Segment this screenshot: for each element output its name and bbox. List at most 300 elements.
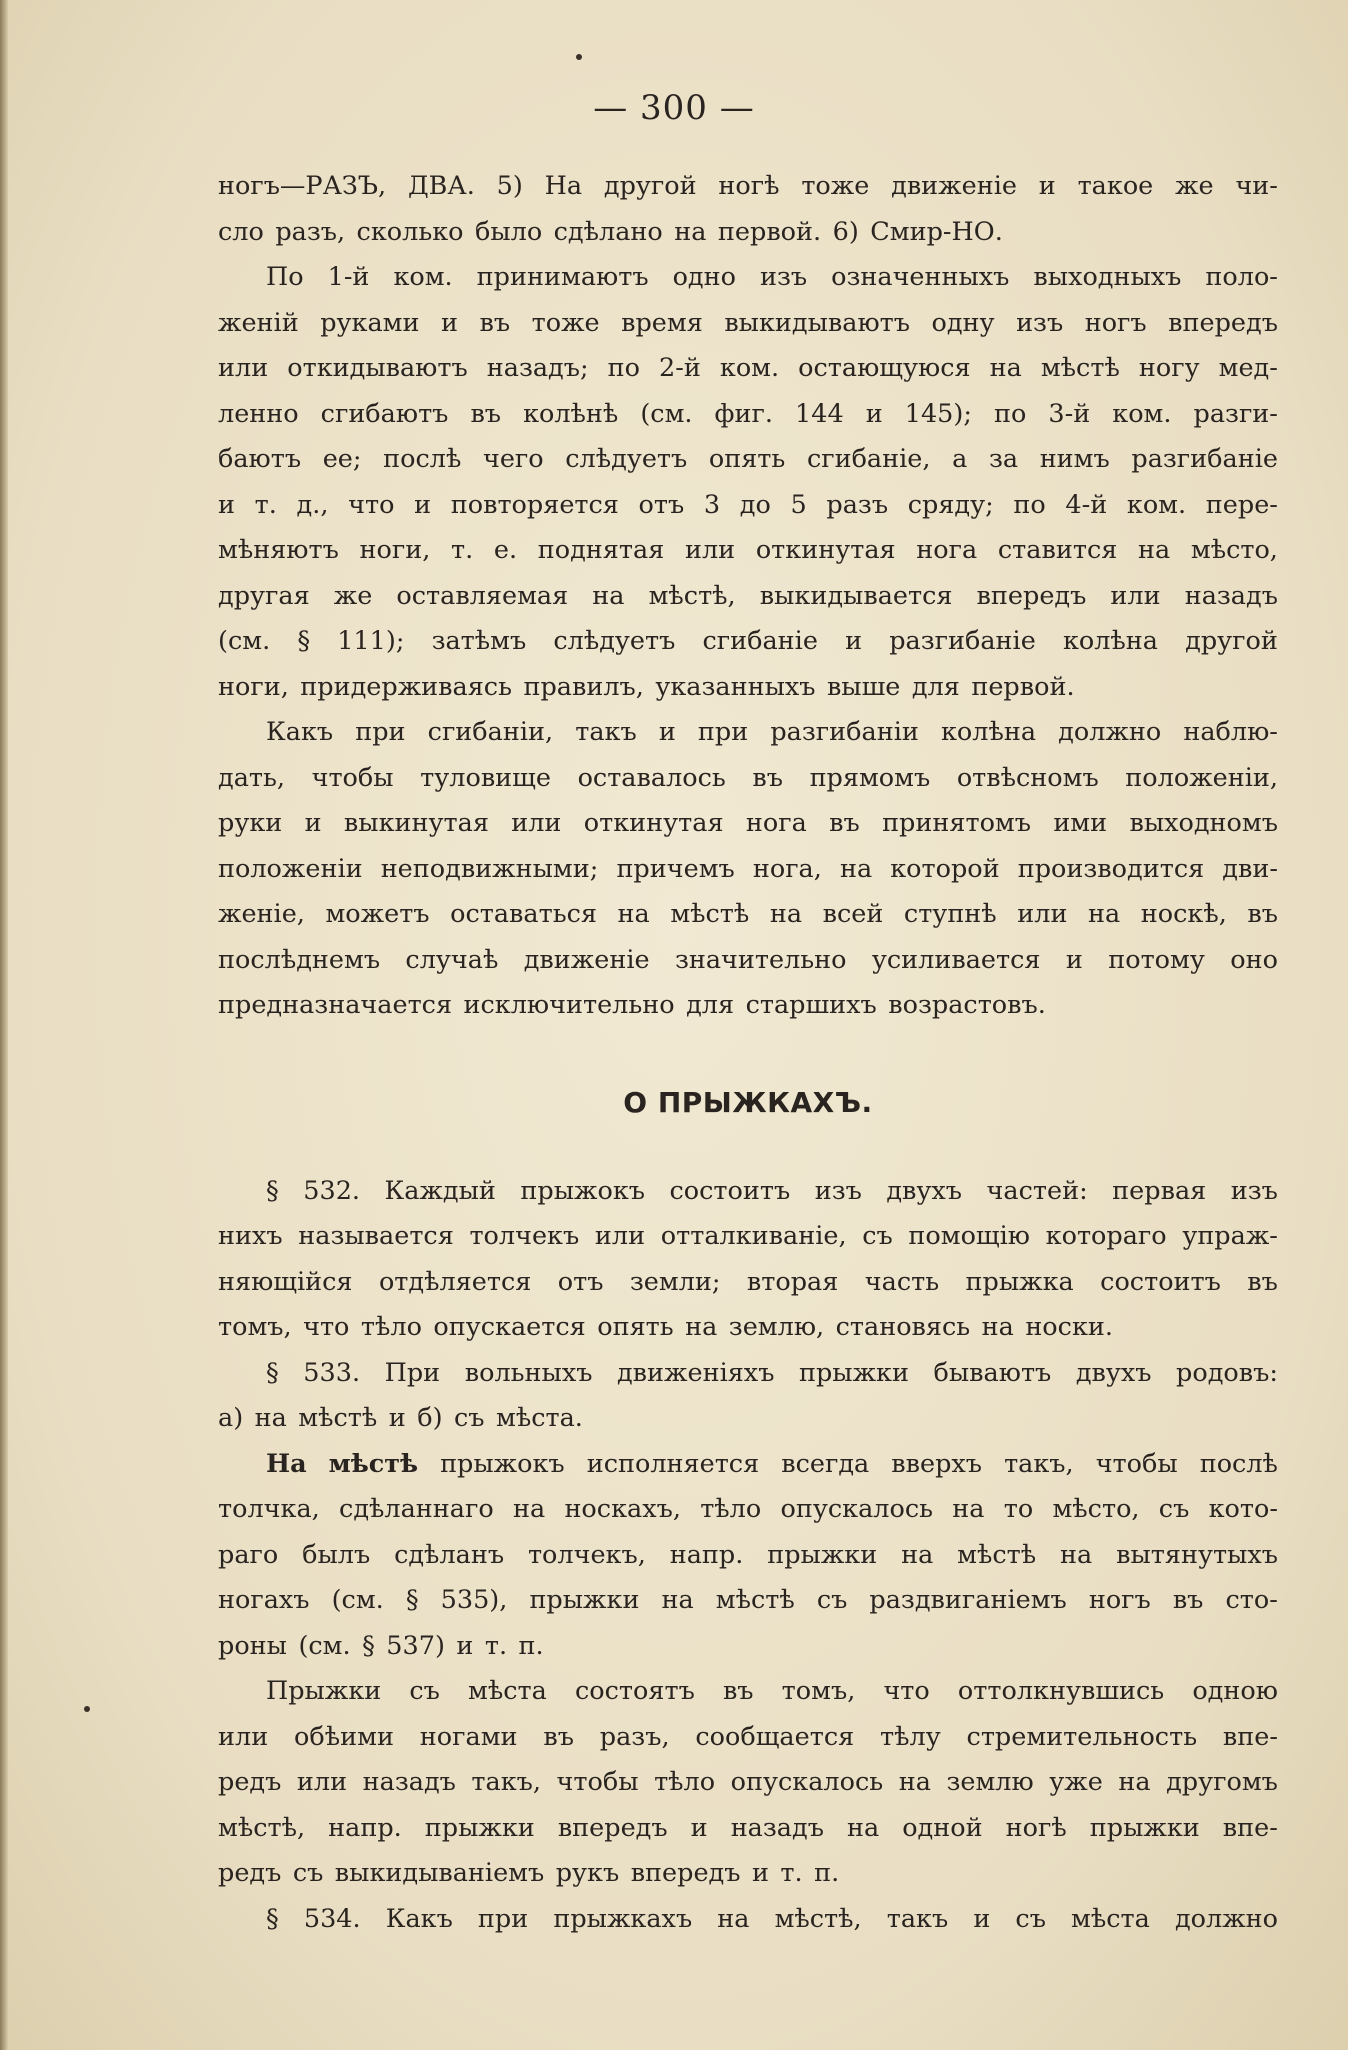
word: толчекъ, bbox=[527, 1539, 646, 1570]
word: руки bbox=[218, 808, 283, 838]
word: нога bbox=[745, 808, 807, 838]
word: оставаться bbox=[450, 899, 597, 929]
word: съ bbox=[454, 1403, 485, 1433]
word: мѣстѣ bbox=[328, 1448, 419, 1479]
word: на bbox=[769, 899, 803, 929]
word: отвѣсномъ bbox=[956, 762, 1099, 793]
word: мѣсто, bbox=[1052, 1494, 1140, 1524]
word: ком. bbox=[1112, 398, 1172, 429]
text-line bbox=[218, 483, 1278, 529]
word: что bbox=[348, 489, 395, 520]
word: въ bbox=[752, 762, 783, 793]
word: а) bbox=[218, 1403, 244, 1433]
word: рукъ bbox=[555, 1858, 620, 1888]
word: послѣ bbox=[383, 444, 462, 474]
word: или bbox=[1017, 899, 1068, 929]
word: ими bbox=[1053, 808, 1108, 838]
word: и bbox=[865, 398, 883, 429]
word: движеніе bbox=[891, 171, 1017, 201]
word: прыжокъ bbox=[440, 1448, 565, 1479]
text-line bbox=[218, 1806, 1278, 1852]
text-line bbox=[218, 301, 1278, 347]
word: часть bbox=[864, 1266, 940, 1297]
word: на bbox=[717, 1903, 750, 1934]
word: прыжкахъ bbox=[553, 1903, 693, 1934]
word: должно bbox=[1174, 1903, 1278, 1934]
word: на bbox=[685, 1312, 718, 1342]
word: отъ bbox=[557, 1266, 604, 1297]
word: и bbox=[751, 1858, 769, 1888]
word: сто- bbox=[1225, 1585, 1278, 1615]
word: помощію bbox=[908, 1221, 1030, 1251]
word: на bbox=[1088, 899, 1121, 929]
word: впе- bbox=[1222, 1721, 1278, 1752]
word: повторяется bbox=[450, 489, 619, 520]
word: оно bbox=[1230, 944, 1278, 975]
word: откинутая bbox=[583, 808, 724, 838]
word: на bbox=[1118, 1767, 1151, 1797]
word: значительно bbox=[674, 944, 847, 975]
word: отталкиваніе, bbox=[660, 1221, 847, 1251]
word: состоятъ bbox=[575, 1676, 695, 1706]
word: придерживаясь bbox=[300, 671, 512, 702]
word: отдѣляется bbox=[378, 1266, 532, 1297]
text-line bbox=[218, 1260, 1278, 1306]
word: поднятая bbox=[537, 535, 665, 565]
word: § bbox=[266, 1903, 279, 1934]
word: § bbox=[362, 1630, 375, 1661]
word: колѣнѣ bbox=[523, 398, 619, 429]
word: носкѣ, bbox=[1140, 899, 1227, 929]
word: а bbox=[952, 444, 968, 474]
word: ногъ bbox=[1084, 307, 1147, 338]
word: ступнѣ bbox=[903, 899, 997, 929]
word: колѣна bbox=[940, 717, 1037, 747]
word: на bbox=[846, 1812, 880, 1843]
word: или bbox=[1110, 580, 1161, 611]
word: выходномъ bbox=[1129, 808, 1278, 838]
text-line bbox=[218, 938, 1278, 984]
word: ком. bbox=[393, 262, 453, 292]
word: прыжки bbox=[424, 1812, 535, 1843]
word: отъ bbox=[638, 489, 685, 520]
word: опускалось bbox=[730, 1767, 884, 1797]
ink-speck bbox=[576, 54, 582, 60]
word: (см. bbox=[218, 626, 271, 656]
word: или bbox=[218, 353, 269, 383]
word: мѣстѣ bbox=[715, 1585, 795, 1615]
word: 5 bbox=[790, 489, 807, 520]
word: другой bbox=[603, 171, 697, 201]
word: такъ bbox=[886, 1903, 949, 1934]
word: на bbox=[989, 353, 1022, 383]
word: съ bbox=[292, 1858, 324, 1888]
word: Прыжки bbox=[266, 1676, 382, 1706]
word: Смир-НО. bbox=[870, 216, 1003, 247]
word: послѣ bbox=[1199, 1448, 1278, 1479]
text-line bbox=[218, 1760, 1278, 1806]
text-line bbox=[218, 1851, 1278, 1897]
word: т. bbox=[780, 1858, 803, 1888]
word: ленно bbox=[218, 398, 299, 429]
word: 537) bbox=[386, 1630, 445, 1661]
word: кото- bbox=[1208, 1494, 1278, 1524]
word: сгибаніе, bbox=[806, 444, 931, 474]
word: руками bbox=[320, 307, 420, 338]
word: на bbox=[901, 1539, 934, 1570]
word: выкинутая bbox=[343, 808, 489, 838]
word: за bbox=[988, 444, 1019, 474]
word: носки. bbox=[1025, 1312, 1113, 1342]
word: съ bbox=[409, 1676, 440, 1706]
text-line bbox=[218, 164, 1278, 210]
word: съ bbox=[1158, 1494, 1190, 1524]
word: упраж- bbox=[1182, 1221, 1278, 1251]
word: бываютъ bbox=[933, 1357, 1052, 1388]
word: д., bbox=[296, 489, 329, 520]
word: въ bbox=[722, 1676, 754, 1706]
word: въ bbox=[1172, 1585, 1204, 1615]
word: сряду; bbox=[907, 489, 994, 520]
word: впередъ bbox=[630, 1858, 741, 1888]
word: чтобы bbox=[556, 1767, 639, 1797]
word: мѣстѣ bbox=[298, 1403, 378, 1433]
word: нога, bbox=[752, 853, 822, 884]
word: впередъ bbox=[1168, 307, 1278, 338]
word: ногами bbox=[419, 1721, 518, 1752]
text-line bbox=[218, 665, 1278, 711]
word: правилъ, bbox=[523, 671, 644, 702]
word: Какъ bbox=[266, 717, 334, 747]
word: § bbox=[297, 626, 311, 656]
word: изъ bbox=[759, 262, 808, 292]
word: 535), bbox=[440, 1585, 508, 1615]
word: движеніяхъ bbox=[616, 1357, 775, 1388]
word: § bbox=[405, 1585, 419, 1615]
word: е. bbox=[493, 535, 518, 565]
word: По bbox=[266, 262, 304, 292]
word: прыжки bbox=[529, 1585, 640, 1615]
word: тѣлу bbox=[880, 1721, 941, 1752]
word: съ bbox=[1015, 1903, 1046, 1934]
word: женій bbox=[218, 307, 299, 338]
word: назадъ bbox=[730, 1812, 824, 1843]
word: п. bbox=[814, 1858, 840, 1888]
text-line bbox=[218, 710, 1278, 756]
word: откинутая bbox=[755, 535, 896, 565]
word: ногу bbox=[1138, 353, 1200, 383]
word: 3-й bbox=[1048, 398, 1091, 429]
word: Каждый bbox=[384, 1175, 496, 1206]
text-line bbox=[218, 1897, 1278, 1943]
word: ноги, bbox=[218, 671, 289, 702]
word: котораго bbox=[1045, 1221, 1167, 1251]
word: опять bbox=[597, 1312, 674, 1342]
word: сгибаніе bbox=[702, 626, 818, 656]
section-heading: О ПРЫЖКАХЪ. bbox=[623, 1085, 873, 1119]
word: время bbox=[621, 307, 703, 338]
word: раздвиганіемъ bbox=[869, 1585, 1067, 1615]
word: сло bbox=[218, 216, 264, 247]
word: нимъ bbox=[1039, 444, 1110, 474]
word: положеніи, bbox=[1125, 762, 1278, 793]
word: оставалось bbox=[577, 762, 726, 793]
word: носкахъ, bbox=[564, 1494, 681, 1524]
word: изъ bbox=[1016, 307, 1064, 338]
word: частей: bbox=[986, 1175, 1088, 1206]
word: или bbox=[594, 1221, 646, 1251]
word: тѣло bbox=[654, 1767, 716, 1797]
word: прыжки bbox=[767, 1539, 878, 1570]
word: движеніе bbox=[523, 944, 650, 975]
word: разги- bbox=[1193, 398, 1278, 429]
text-line bbox=[218, 847, 1278, 893]
word: прыжка bbox=[965, 1266, 1074, 1297]
word: 145); bbox=[904, 398, 972, 429]
word: чего bbox=[482, 444, 544, 474]
word: мѣстѣ, bbox=[648, 580, 736, 611]
word: мѣстѣ bbox=[670, 899, 750, 929]
word: томъ, bbox=[781, 1676, 856, 1706]
word: редъ bbox=[218, 1767, 282, 1797]
word: опять bbox=[708, 444, 786, 474]
word: землю, bbox=[728, 1312, 825, 1342]
word: уже bbox=[1049, 1767, 1103, 1797]
word: на bbox=[952, 1494, 985, 1524]
word: назадъ; bbox=[486, 353, 589, 383]
text-line bbox=[218, 255, 1278, 301]
word: можетъ bbox=[325, 899, 430, 929]
text-block-bottom bbox=[218, 1169, 1278, 1943]
text-line bbox=[218, 1305, 1278, 1351]
word: сгибаніи, bbox=[427, 717, 554, 747]
word: одно bbox=[672, 262, 736, 292]
word: мед- bbox=[1218, 353, 1278, 383]
word: причемъ bbox=[616, 853, 735, 884]
text-line bbox=[218, 1214, 1278, 1260]
word: въ bbox=[470, 398, 502, 429]
word: чтобы bbox=[311, 762, 394, 793]
text-line bbox=[218, 574, 1278, 620]
word: мѣста bbox=[1071, 1903, 1150, 1934]
word: чтобы bbox=[1095, 1448, 1178, 1479]
word: на bbox=[674, 216, 707, 247]
text-line bbox=[218, 1442, 1278, 1488]
word: на bbox=[592, 580, 625, 611]
word: тѣло bbox=[700, 1494, 762, 1524]
word: мѣняютъ bbox=[218, 535, 339, 565]
word: возрастовъ. bbox=[888, 990, 1046, 1020]
word: т. bbox=[484, 1630, 508, 1661]
word: На bbox=[266, 1448, 307, 1479]
text-line bbox=[218, 528, 1278, 574]
word: для bbox=[686, 990, 735, 1020]
word: т. bbox=[450, 535, 474, 565]
word: ногѣ bbox=[718, 171, 780, 201]
word: 5) bbox=[496, 171, 523, 201]
word: ногѣ bbox=[1005, 1812, 1067, 1843]
word: 533. bbox=[303, 1357, 361, 1388]
word: и bbox=[456, 1630, 474, 1661]
word: земли; bbox=[629, 1266, 721, 1297]
word: должно bbox=[1058, 717, 1162, 747]
word: ногъ—РАЗЪ, bbox=[218, 171, 387, 201]
word: 111); bbox=[337, 626, 405, 656]
word: и bbox=[1065, 944, 1083, 975]
word: (см. bbox=[640, 398, 693, 429]
word: впередъ bbox=[976, 580, 1087, 611]
page-edge bbox=[0, 0, 8, 2050]
word: разгибаніи bbox=[770, 717, 919, 747]
word: неподвижными; bbox=[380, 853, 599, 884]
word: съ bbox=[816, 1585, 848, 1615]
word: разгибаніе bbox=[889, 626, 1036, 656]
word: землю bbox=[946, 1767, 1034, 1797]
text-line bbox=[218, 801, 1278, 847]
word: 532. bbox=[303, 1175, 361, 1206]
word: на bbox=[254, 1403, 287, 1433]
word: т. bbox=[254, 489, 277, 520]
word: такъ, bbox=[1004, 1448, 1074, 1479]
word: ставится bbox=[997, 535, 1118, 565]
word: чи- bbox=[1235, 171, 1278, 201]
word: въ bbox=[1247, 899, 1278, 929]
word: и bbox=[845, 626, 863, 656]
word: При bbox=[384, 1357, 441, 1388]
word: двухъ bbox=[1075, 1357, 1152, 1388]
word: становясь bbox=[835, 1312, 971, 1342]
word: 1-й bbox=[327, 262, 370, 292]
word: выкидываютъ bbox=[724, 307, 910, 338]
word: роны bbox=[218, 1630, 287, 1661]
word: же bbox=[333, 580, 373, 611]
word: и bbox=[304, 808, 322, 838]
word: на bbox=[1060, 1539, 1093, 1570]
word: женіе, bbox=[218, 899, 305, 929]
word: ком. bbox=[719, 353, 780, 383]
word: выходныхъ bbox=[1033, 262, 1182, 292]
word: назадъ bbox=[1184, 580, 1278, 611]
text-line bbox=[218, 392, 1278, 438]
word: мѣста. bbox=[495, 1403, 583, 1433]
word: двухъ bbox=[886, 1175, 963, 1206]
word: на bbox=[512, 1494, 546, 1524]
word: по bbox=[607, 353, 640, 383]
word: или bbox=[684, 535, 736, 565]
text-line bbox=[218, 210, 1278, 256]
word: и bbox=[388, 1403, 406, 1433]
word: усиливается bbox=[871, 944, 1041, 975]
text-line bbox=[218, 1715, 1278, 1761]
text-line bbox=[218, 1396, 1278, 1442]
word: было bbox=[474, 216, 543, 247]
text-line bbox=[218, 346, 1278, 392]
word: или bbox=[511, 808, 562, 838]
word: 2-й bbox=[659, 353, 701, 383]
word: выше bbox=[826, 671, 901, 702]
word: разъ bbox=[826, 489, 889, 520]
word: 534. bbox=[303, 1903, 361, 1934]
word: всегда bbox=[781, 1448, 870, 1479]
word: всей bbox=[822, 899, 884, 929]
word: сдѣланъ bbox=[394, 1539, 505, 1570]
text-line bbox=[218, 1351, 1278, 1397]
word: колѣна bbox=[1062, 626, 1159, 656]
text-line bbox=[218, 619, 1278, 665]
word: означенныхъ bbox=[831, 262, 1010, 292]
word: родовъ: bbox=[1176, 1357, 1278, 1388]
word: мѣстѣ, bbox=[218, 1812, 306, 1843]
word: такъ, bbox=[471, 1767, 541, 1797]
word: ДВА. bbox=[407, 171, 475, 201]
word: баютъ bbox=[218, 444, 302, 474]
word: ее; bbox=[322, 444, 362, 474]
word: сдѣланнаго bbox=[339, 1494, 494, 1524]
word: при bbox=[355, 717, 406, 747]
word: § bbox=[266, 1175, 279, 1206]
word: на bbox=[898, 1767, 931, 1797]
word: ногахъ bbox=[218, 1585, 310, 1615]
word: разъ, bbox=[275, 216, 346, 247]
word: мѣста bbox=[468, 1676, 547, 1706]
word: что bbox=[883, 1676, 930, 1706]
word: ноги, bbox=[359, 535, 431, 565]
word: такъ bbox=[575, 717, 637, 747]
word: или bbox=[218, 1721, 269, 1752]
word: няющійся bbox=[218, 1266, 353, 1297]
word: нога bbox=[916, 535, 978, 565]
word: одной bbox=[902, 1812, 983, 1843]
word: исключительно bbox=[463, 990, 675, 1020]
word: сообщается bbox=[695, 1721, 855, 1752]
word: наблю- bbox=[1183, 717, 1278, 747]
word: или bbox=[296, 1767, 348, 1797]
word: съ bbox=[862, 1221, 893, 1251]
word: и bbox=[658, 717, 676, 747]
word: до bbox=[739, 489, 771, 520]
word: опускается bbox=[433, 1312, 586, 1342]
word: и bbox=[441, 307, 459, 338]
text-line bbox=[218, 1169, 1278, 1215]
word: при bbox=[477, 1903, 529, 1934]
page-number: — 300 — bbox=[593, 88, 755, 128]
word: въ bbox=[1247, 1266, 1278, 1297]
word: толчекъ bbox=[469, 1221, 580, 1251]
word: указанныхъ bbox=[655, 671, 816, 702]
text-line bbox=[218, 1624, 1278, 1670]
word: обѣими bbox=[294, 1721, 394, 1752]
word: стремительность bbox=[966, 1721, 1198, 1752]
word: назадъ bbox=[362, 1767, 456, 1797]
word: (см. bbox=[331, 1585, 384, 1615]
word: толчка, bbox=[218, 1494, 320, 1524]
word: при bbox=[697, 717, 749, 747]
word: по bbox=[1013, 489, 1046, 520]
word: изъ bbox=[1230, 1175, 1278, 1206]
word: что bbox=[303, 1312, 350, 1342]
word: состоитъ bbox=[1100, 1266, 1221, 1297]
word: дви- bbox=[1222, 853, 1278, 884]
word: вторая bbox=[746, 1266, 839, 1297]
word: опускалось bbox=[780, 1494, 933, 1524]
word: первой. bbox=[971, 671, 1075, 702]
word: первой. bbox=[717, 216, 822, 247]
word: мѣстѣ bbox=[957, 1539, 1037, 1570]
word: былъ bbox=[302, 1539, 371, 1570]
word: другой bbox=[1185, 626, 1278, 656]
word: называется bbox=[298, 1221, 454, 1251]
word: и bbox=[414, 489, 432, 520]
